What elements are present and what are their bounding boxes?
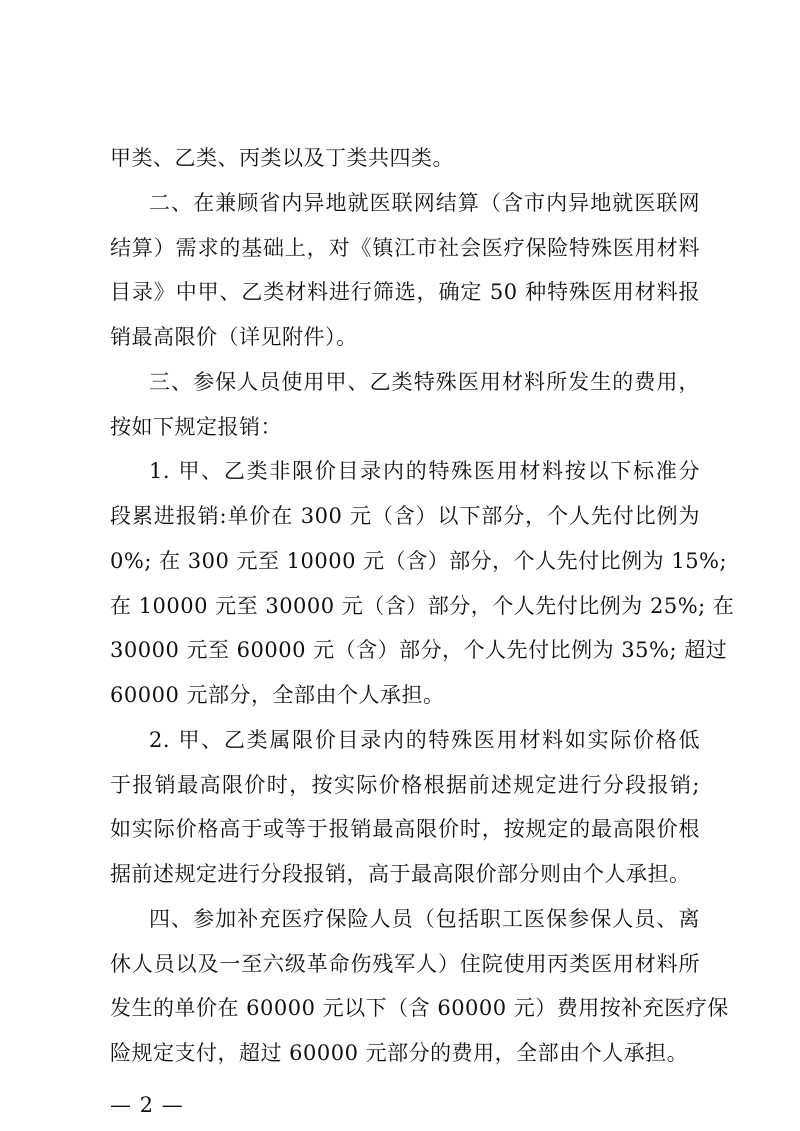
paragraph-line: 甲类、乙类、丙类以及丁类共四类。: [110, 146, 454, 170]
paragraph-line: 发生的单价在 60000 元以下（含 60000 元）费用按补充医疗保: [110, 996, 729, 1020]
paragraph-line: 结算）需求的基础上，对《镇江市社会医疗保险特殊医用材料: [110, 236, 700, 260]
paragraph-line: 据前述规定进行分段报销，高于最高限价部分则由个人承担。: [110, 862, 691, 886]
paragraph-line: 销最高限价（详见附件）。: [110, 325, 358, 349]
paragraph-line: 险规定支付，超过 60000 元部分的费用，全部由个人承担。: [110, 1041, 689, 1065]
paragraph-line: 四、参加补充医疗保险人员（包括职工医保参保人员、离: [149, 907, 700, 931]
paragraph-line: 1. 甲、乙类非限价目录内的特殊医用材料按以下标准分: [149, 459, 700, 483]
paragraph-line: 30000 元至 60000 元（含）部分，个人先付比例为 35%; 超过: [110, 638, 728, 662]
paragraph-line: 60000 元部分，全部由个人承担。: [110, 683, 445, 707]
paragraph-line: 在 10000 元至 30000 元（含）部分，个人先付比例为 25%; 在: [110, 594, 735, 618]
paragraph-line: 目录》中甲、乙类材料进行筛选，确定 50 种特殊医用材料报: [110, 280, 700, 304]
paragraph-line: 二、在兼顾省内异地就医联网结算（含市内异地就医联网: [149, 191, 700, 215]
paragraph-line: 三、参保人员使用甲、乙类特殊医用材料所发生的费用，: [149, 370, 700, 394]
paragraph-line: 如实际价格高于或等于报销最高限价时，按规定的最高限价根: [110, 817, 700, 841]
paragraph-line: 按如下规定报销：: [110, 415, 282, 439]
paragraph-line: 段累进报销:单价在 300 元（含）以下部分，个人先付比例为: [110, 504, 700, 528]
paragraph-line: 于报销最高限价时，按实际价格根据前述规定进行分段报销;: [110, 773, 700, 797]
paragraph-line: 0%; 在 300 元至 10000 元（含）部分，个人先付比例为 15%;: [110, 549, 728, 573]
paragraph-line: 休人员以及一至六级革命伤残军人）住院使用丙类医用材料所: [110, 952, 700, 976]
page-number: — 2 —: [110, 1093, 184, 1117]
paragraph-line: 2. 甲、乙类属限价目录内的特殊医用材料如实际价格低: [149, 728, 700, 752]
